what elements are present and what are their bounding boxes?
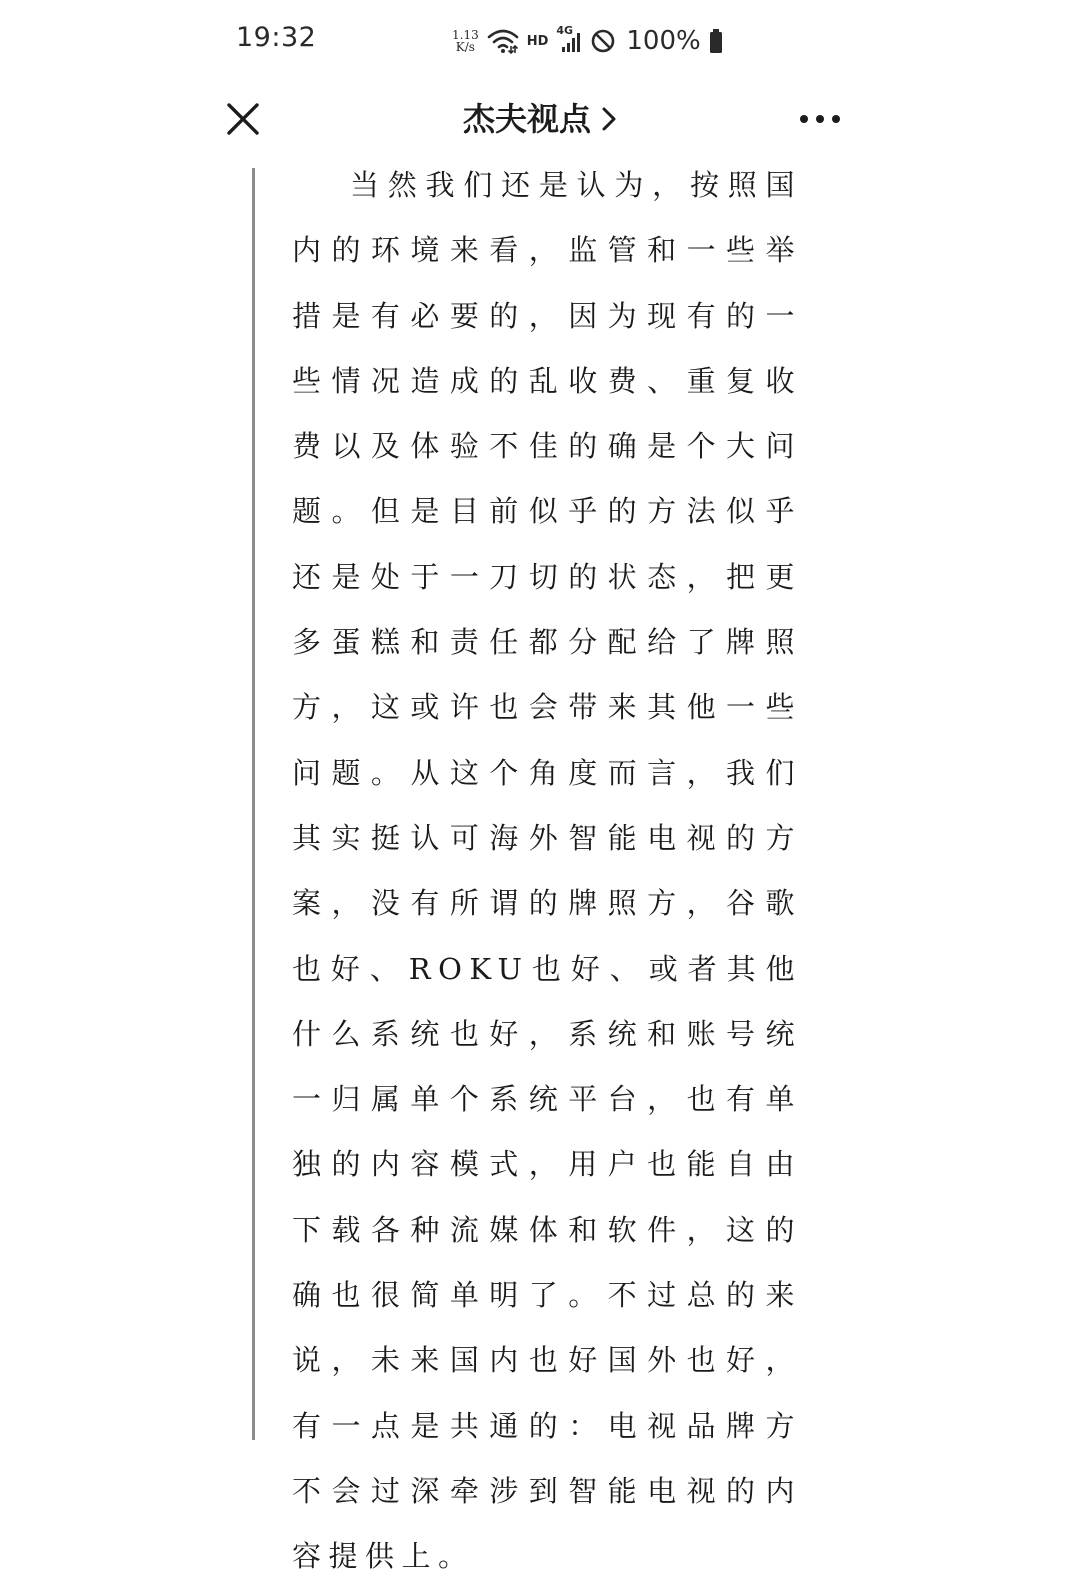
more-icon [798, 113, 842, 125]
network-speed-value: 1.13 [452, 28, 479, 42]
status-time: 19:32 [236, 22, 317, 53]
wifi-icon [487, 28, 519, 54]
battery-percent: 100% [626, 26, 701, 56]
network-type-label: 4G [556, 24, 574, 37]
cellular-signal-icon [556, 24, 582, 54]
account-title-link[interactable] [463, 96, 617, 142]
status-bar [0, 0, 1080, 80]
more-button[interactable] [796, 102, 844, 136]
hd-label: HD [526, 33, 549, 49]
blockquote-bar [252, 168, 255, 1440]
status-icons [452, 24, 723, 58]
do-not-disturb-icon [590, 28, 616, 54]
battery-icon [709, 28, 723, 54]
network-speed-unit: K/s [455, 40, 475, 54]
network-speed [452, 29, 479, 53]
title-bar [0, 88, 1080, 152]
chevron-right-icon [601, 105, 617, 133]
article-paragraph: 当然我们还是认为，按照国内的环境来看，监管和一些举措是有必要的，因为现有的一些情况造成的乱收费、重复收费以及体验不佳的确是个大问题。但是目前似乎的方法似乎还是处于一刀切的状态，把更多蛋糕和责任都分配给了牌照方，这或许也会带来其他一些问题。从这个角度而言，我们其实挺认可海外智能电视的方案，没有所谓的牌照方，谷歌也好、ROKU也好、或者其他什么系统也好，系统和账号统一归属单个系统平台，也有单独的内容模式，用户也能自由下载各种流媒体和软件，这的确也很简单明了。不过总的来说，未来国内也好国外也好，有一点是共通的：电视品牌方不会过深牵涉到智能电视的内容提供上。 [292, 168, 802, 1574]
article-content [252, 152, 812, 1574]
page-title [0, 96, 1080, 142]
account-name: 杰夫视点 [462, 100, 591, 138]
